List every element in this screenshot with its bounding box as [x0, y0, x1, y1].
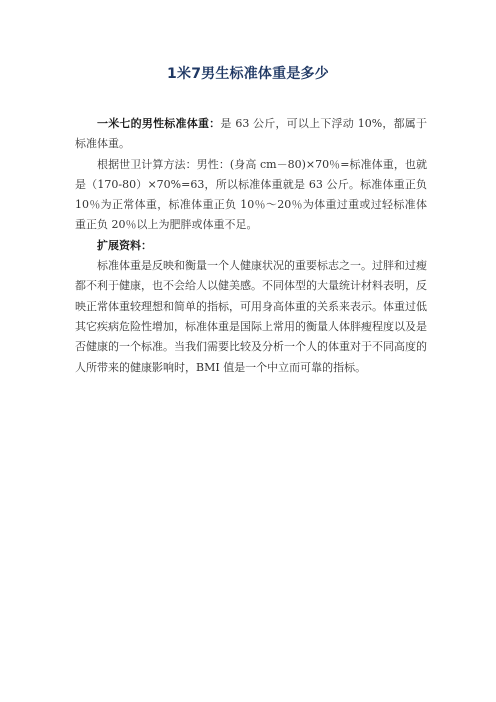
paragraph-text: 是 63 公斤，可以上下浮动 10%，都属于标准体重。 — [75, 117, 428, 151]
paragraph-standard-weight — [75, 114, 427, 155]
paragraph-lead: 一米七的男性标准体重： — [97, 117, 221, 130]
paragraph-extended-info: 标准体重是反映和衡量一个人健康状况的重要标志之一。过胖和过瘦都不利于健康，也不会给人以健美感。不同体型的大量统计材料表明，反映正常体重较理想和简单的指标，可用身高体重的关系来表示。体重过低其它疾病危险性增加，标准体重是国际上常用的衡量人体胖瘦程度以及是否健康的一个标准。当我们需要比较及分析一个人的体重对于不同高度的人所带来的健康影响时，BMI 值是一个中立而可靠的指标。 — [75, 259, 427, 374]
document-title: 1米7男生标准体重是多少 — [167, 66, 329, 82]
section-heading-extended: 扩展资料： — [97, 238, 152, 252]
paragraph-calculation: 根据世卫计算方法：男性：(身高 cm－80)×70％=标准体重，也就是（170-80）×70%=63，所以标准体重就是 63 公斤。标准体重正负 10％为正常体重，标准体重正负 10％～20％为体重过重或过轻标准体重正负 20％以上为肥胖或体重不足。 — [75, 157, 427, 232]
document-body — [75, 114, 427, 378]
